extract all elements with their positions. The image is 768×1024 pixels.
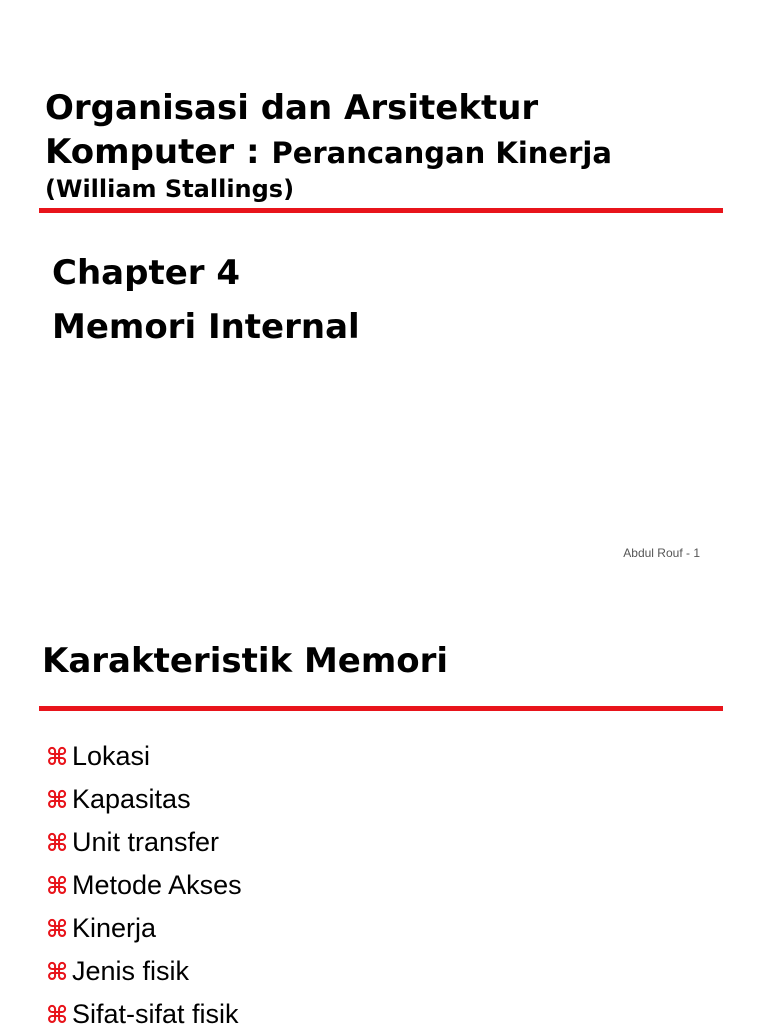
chapter-number: Chapter 4 (52, 253, 241, 293)
bullet-text: Lokasi (72, 741, 151, 771)
slide-title-line-1: Organisasi dan Arsitektur (45, 88, 539, 128)
command-symbol-icon: ⌘ (46, 1000, 69, 1024)
slide-title-block (45, 86, 735, 203)
bullet-item (46, 778, 242, 821)
slide-footer: Abdul Rouf - 1 (623, 546, 700, 560)
bullet-item (46, 735, 242, 778)
bullet-text: Kinerja (72, 913, 157, 943)
title-divider (39, 208, 723, 213)
command-symbol-icon: ⌘ (46, 828, 69, 857)
bullet-text: Kapasitas (72, 784, 191, 814)
command-symbol-icon: ⌘ (46, 871, 69, 900)
bullet-text: Jenis fisik (72, 956, 190, 986)
command-symbol-icon: ⌘ (46, 742, 69, 771)
slide-2 (0, 597, 768, 1024)
command-symbol-icon: ⌘ (46, 914, 69, 943)
bullet-list (46, 735, 242, 1024)
bullet-item (46, 821, 242, 864)
slide-title-line-2-main: Komputer : (45, 132, 272, 172)
bullet-text: Unit transfer (72, 827, 220, 857)
chapter-title: Memori Internal (52, 307, 360, 347)
bullet-item (46, 993, 242, 1024)
command-symbol-icon: ⌘ (46, 957, 69, 986)
bullet-item (46, 950, 242, 993)
bullet-item (46, 864, 242, 907)
slide-author: (William Stallings) (45, 175, 295, 203)
slide-2-title: Karakteristik Memori (42, 641, 449, 681)
bullet-item (46, 907, 242, 950)
chapter-block (52, 246, 360, 354)
bullet-text: Sifat-sifat fisik (72, 999, 239, 1024)
bullet-text: Metode Akses (72, 870, 242, 900)
title-divider-2 (39, 706, 723, 711)
slide-subtitle: Perancangan Kinerja (271, 136, 612, 170)
command-symbol-icon: ⌘ (46, 785, 69, 814)
slide-title-line-2 (45, 130, 735, 175)
